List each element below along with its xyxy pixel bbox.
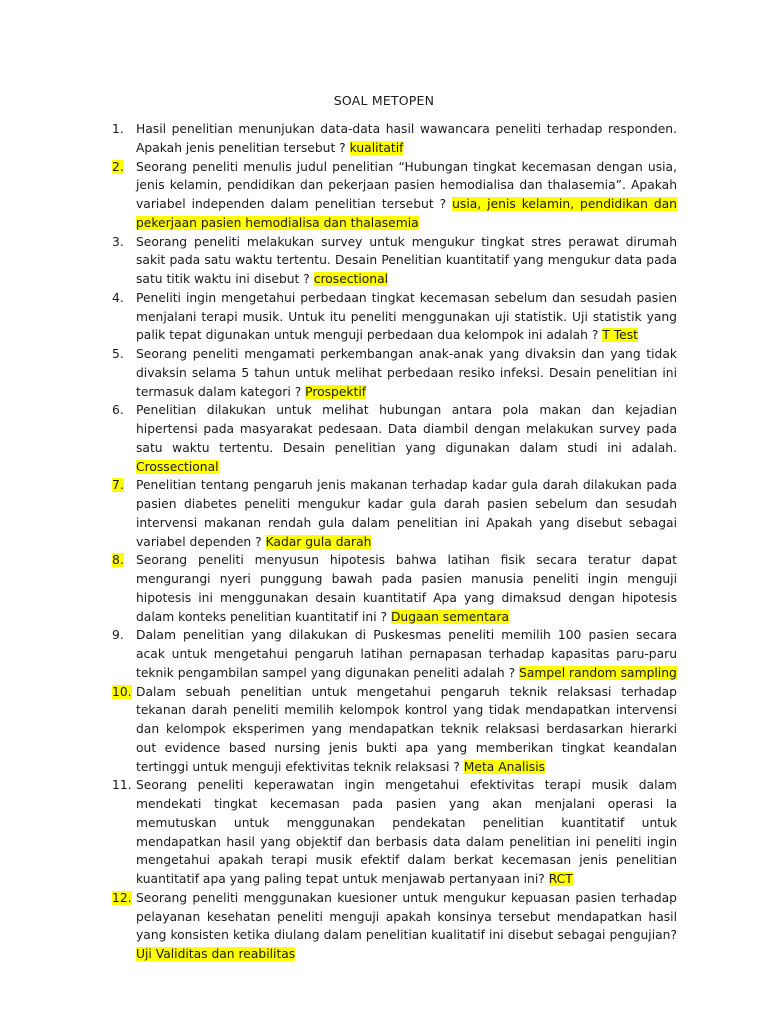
answer-highlight: Uji Validitas dan reabilitas — [136, 947, 296, 961]
question-item — [112, 476, 677, 551]
question-number — [112, 289, 136, 308]
answer-highlight: Dugaan sementara — [390, 609, 510, 624]
question-list — [112, 120, 677, 964]
question-item — [112, 626, 677, 682]
question-number-text: 9. — [112, 628, 124, 643]
question-text: Seorang peneliti keperawatan ingin mengetahui efektivitas terapi musik dalam mendekati tingkat kecemasan pada pasien yang akan menjalani operasi Ia memutuskan untuk menggunakan pendekatan penelitian kuantitatif untuk mendapatkan hasil yang objektif dan berbasis data dalam penelitian ini peneliti ingin mengetahui apakah terapi musik efektif dalam berkat kecemasan jenis penelitian kuantitatif apa yang paling tepat untuk menjawab pertanyaan ini? — [136, 778, 677, 886]
question-text: Peneliti ingin mengetahui perbedaan tingkat kecemasan sebelum dan sesudah pasien menjalani terapi musik. Untuk itu peneliti menggunakan uji statistik. Uji statistik yang palik tepat digunakan untuk menguji perbedaan dua kelompok ini adalah ? — [136, 290, 677, 343]
question-number-text: 2. — [112, 159, 124, 174]
question-item — [112, 889, 677, 964]
document-title: SOAL METOPEN — [333, 93, 435, 108]
question-text: Seorang peneliti menulis judul penelitian “Hubungan tingkat kecemasan dengan usia, jenis kelamin, pendidikan dan pekerjaan pasien hemodialisa dan thalasemia”. Apakah variabel independen dalam penelitian tersebut ? — [136, 159, 677, 211]
question-text: Dalam sebuah penelitian untuk mengetahui pengaruh teknik relaksasi terhadap tekanan darah peneliti memilih kelompok kontrol yang tidak mendapatkan intervensi dan kelompok eksperimen yang mendapatkan teknik relaksasi berdasarkan hierarki out evidence based nursing jenis bukti apa yang memberikan tingkat keandalan tertinggi untuk menguji efektivitas teknik relaksasi ? — [136, 684, 677, 774]
question-number — [112, 626, 136, 645]
question-text: Dalam penelitian yang dilakukan di Puskesmas peneliti memilih 100 pasien secara acak untuk mengetahui pengaruh latihan pernapasan terhadap kapasitas paru-paru teknik pengambilan sampel yang digunakan peneliti adalah ? — [136, 628, 677, 680]
question-number-text: 6. — [112, 403, 124, 418]
question-text: Seorang peneliti menggunakan kuesioner untuk mengukur kepuasan pasien terhadap pelayanan kesehatan peneliti menguji apakah konsinya tersebut mendapatkan hasil yang konsisten ketika diulang dalam penelitian kualitatif ini disebut sebagai pengujian? — [136, 890, 677, 943]
answer-highlight: Prospektif — [305, 384, 367, 399]
question-number — [112, 345, 136, 364]
question-number — [112, 476, 136, 495]
question-text: Seorang peneliti menyusun hipotesis bahwa latihan fisik secara teratur dapat mengurangi nyeri punggung bawah pada pasien manusia peneliti ingin menguji hipotesis ini menggunakan desain kuantitatif Apa yang dimaksud dengan hipotesis dalam konteks penelitian kuantitatif ini ? — [136, 553, 677, 624]
answer-highlight: Sampel random sampling — [519, 665, 677, 680]
answer-highlight: crosectional — [313, 272, 389, 286]
answer-highlight: kualitatif — [349, 140, 404, 155]
answer-highlight: Meta Analisis — [463, 759, 546, 774]
question-number-text: 12. — [112, 890, 132, 905]
answer-highlight: RCT — [548, 872, 573, 886]
question-number — [112, 551, 136, 570]
question-number-text: 7. — [112, 478, 124, 493]
question-number — [112, 401, 136, 420]
question-item — [112, 401, 677, 476]
question-number-text: 1. — [112, 122, 124, 136]
question-item — [112, 683, 677, 777]
question-number-text: 10. — [112, 684, 132, 699]
question-item — [112, 776, 677, 889]
answer-highlight: T Test — [602, 328, 638, 343]
question-item — [112, 233, 677, 289]
question-number-text: 3. — [112, 234, 124, 249]
question-item — [112, 289, 677, 345]
question-number — [112, 233, 136, 252]
question-number-text: 4. — [112, 290, 124, 305]
question-item — [112, 345, 677, 401]
question-text: Seorang peneliti melakukan survey untuk mengukur tingkat stres perawat dirumah sakit pada satu waktu tertentu. Desain Penelitian kuantitatif yang mengukur data pada satu titik waktu ini disebut ? — [136, 234, 677, 286]
answer-highlight: Kadar gula darah — [265, 534, 372, 549]
question-text: Penelitian dilakukan untuk melihat hubungan antara pola makan dan kejadian hipertensi pada masyarakat pedesaan. Data diambil dengan melakukan survey pada satu waktu tertentu. Desain penelitian yang digunakan dalam studi ini adalah. — [136, 403, 677, 455]
question-item — [112, 551, 677, 626]
question-number — [112, 120, 136, 139]
question-number — [112, 776, 136, 795]
question-text: Hasil penelitian menunjukan data-data hasil wawancara peneliti terhadap responden. Apakah jenis penelitian tersebut ? — [136, 122, 677, 155]
answer-highlight: usia, jenis kelamin, pendidikan dan pekerjaan pasien hemodialisa dan thalasemia — [136, 197, 677, 230]
question-text: Penelitian tentang pengaruh jenis makanan terhadap kadar gula darah dilakukan pada pasien diabetes peneliti mengukur kadar gula darah pasien sebelum dan sesudah intervensi makanan rendah gula dalam penelitian ini Apakah yang disebut sebagai variabel dependen ? — [136, 478, 677, 549]
question-number — [112, 889, 136, 908]
question-number — [112, 158, 136, 177]
question-number — [112, 683, 136, 702]
question-item — [112, 158, 677, 233]
question-item — [112, 120, 677, 158]
question-number-text: 8. — [112, 553, 124, 568]
question-number-text: 11. — [112, 778, 132, 793]
question-number-text: 5. — [112, 347, 124, 361]
answer-highlight: Crossectional — [136, 459, 219, 474]
question-text: Seorang peneliti mengamati perkembangan anak-anak yang divaksin dan yang tidak divaksin selama 5 tahun untuk melihat perbedaan resiko infeksi. Desain penelitian ini termasuk dalam kategori ? — [136, 347, 677, 399]
